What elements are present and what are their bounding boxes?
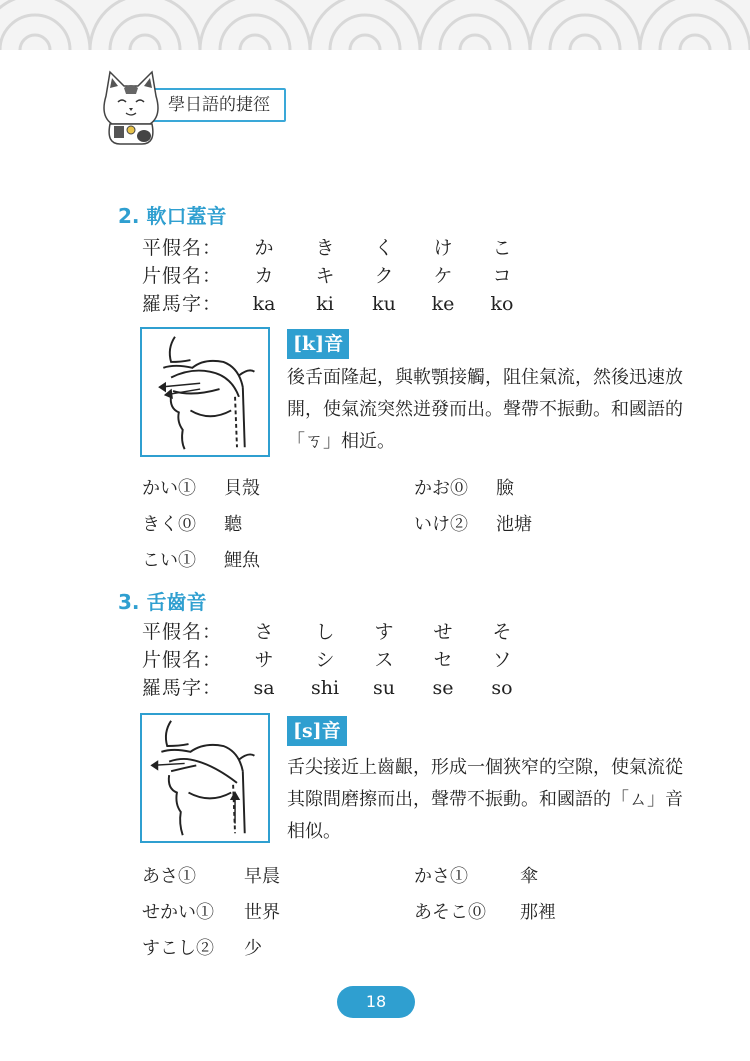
header-tag bbox=[150, 88, 286, 122]
kana-cell: せ bbox=[433, 621, 453, 643]
kana-cell: コ bbox=[492, 265, 512, 287]
kana-cell: ク bbox=[374, 265, 394, 287]
vocab-word: かお⓪ bbox=[414, 478, 468, 499]
vocab-row bbox=[142, 898, 662, 934]
section-title-alveolar: 3. 舌齒音 bbox=[118, 590, 207, 614]
kana-cell: sa bbox=[253, 677, 275, 699]
kana-cell: カ bbox=[254, 265, 274, 287]
description-s: 舌尖接近上齒齦，形成一個狹窄的空隙，使氣流從其隙間磨擦而出，聲帶不振動。和國語的「ㄙ」音相似。 bbox=[287, 757, 683, 842]
vocab-word: かい① bbox=[142, 478, 196, 499]
kana-cell: す bbox=[374, 621, 394, 643]
vocab-meaning: 聽 bbox=[224, 514, 242, 535]
vocab-meaning: 少 bbox=[244, 938, 262, 959]
description-k: 後舌面隆起，與軟顎接觸，阻住氣流，然後迅速放開，使氣流突然迸發而出。聲帶不振動。和國語的「ㄎ」相近。 bbox=[287, 367, 683, 452]
row-label: 片假名： bbox=[142, 649, 223, 671]
wave-pattern-band bbox=[0, 0, 750, 60]
kana-cell: ケ bbox=[433, 265, 453, 287]
kana-cell: se bbox=[432, 677, 454, 699]
vocab-word: きく⓪ bbox=[142, 514, 196, 535]
vocab-word: あそこ⓪ bbox=[414, 902, 486, 923]
section-title-velar: 2. 軟口蓋音 bbox=[118, 204, 227, 228]
kana-cell: ko bbox=[490, 293, 514, 315]
cat-mascot-icon bbox=[96, 66, 166, 146]
vocab-word: いけ② bbox=[414, 514, 468, 535]
kana-cell: ソ bbox=[492, 649, 512, 671]
page-number: 18 bbox=[365, 992, 387, 1011]
sound-label-s: [s]音 bbox=[287, 716, 347, 746]
kana-cell: そ bbox=[492, 621, 512, 643]
row-label: 平假名： bbox=[142, 621, 223, 643]
alveolar-mouth-diagram-icon bbox=[140, 713, 270, 843]
vocab-row bbox=[142, 474, 662, 510]
kana-cell: セ bbox=[433, 649, 453, 671]
kana-cell: ス bbox=[374, 649, 394, 671]
row-label: 羅馬字： bbox=[142, 677, 223, 699]
kana-cell: so bbox=[491, 677, 513, 699]
vocab-word: こい① bbox=[142, 550, 196, 571]
vocab-row bbox=[142, 862, 662, 898]
kana-cell: ka bbox=[252, 293, 276, 315]
kana-cell: く bbox=[374, 237, 394, 259]
vocab-list-velar bbox=[142, 474, 662, 582]
vocab-meaning: 貝殼 bbox=[224, 478, 260, 499]
kana-cell: ke bbox=[431, 293, 455, 315]
velar-mouth-diagram-icon bbox=[140, 327, 270, 457]
vocab-row bbox=[142, 934, 662, 970]
vocab-meaning: 臉 bbox=[496, 478, 514, 499]
kana-cell: ku bbox=[372, 293, 396, 315]
kana-cell: こ bbox=[492, 237, 512, 259]
kana-cell: き bbox=[315, 237, 335, 259]
vocab-word: せかい① bbox=[142, 902, 214, 923]
row-label: 片假名： bbox=[142, 265, 223, 287]
kana-cell: シ bbox=[315, 649, 335, 671]
vocab-meaning: 那裡 bbox=[520, 902, 556, 923]
page-number-badge bbox=[337, 986, 415, 1018]
row-label: 平假名： bbox=[142, 237, 223, 259]
sound-label-k: [k]音 bbox=[287, 329, 349, 359]
vocab-meaning: 鯉魚 bbox=[224, 550, 260, 571]
vocab-list-alveolar bbox=[142, 862, 662, 970]
kana-cell: か bbox=[254, 237, 274, 259]
kana-cell: ki bbox=[316, 293, 334, 315]
header-tag-label: 學日語的捷徑 bbox=[168, 95, 270, 115]
kana-cell: サ bbox=[254, 649, 274, 671]
kana-cell: shi bbox=[310, 677, 340, 699]
vocab-word: すこし② bbox=[142, 938, 214, 959]
kana-cell: さ bbox=[254, 621, 274, 643]
kana-cell: け bbox=[433, 237, 453, 259]
row-label: 羅馬字： bbox=[142, 293, 223, 315]
vocab-row bbox=[142, 510, 662, 546]
vocab-meaning: 池塘 bbox=[496, 514, 532, 535]
vocab-meaning: 世界 bbox=[244, 902, 280, 923]
kana-cell: キ bbox=[315, 265, 335, 287]
kana-cell: su bbox=[373, 677, 395, 699]
vocab-word: あさ① bbox=[142, 866, 196, 887]
vocab-word: かさ① bbox=[414, 866, 468, 887]
kana-cell: し bbox=[315, 621, 335, 643]
vocab-meaning: 傘 bbox=[520, 866, 538, 887]
vocab-row bbox=[142, 546, 662, 582]
vocab-meaning: 早晨 bbox=[244, 866, 280, 887]
